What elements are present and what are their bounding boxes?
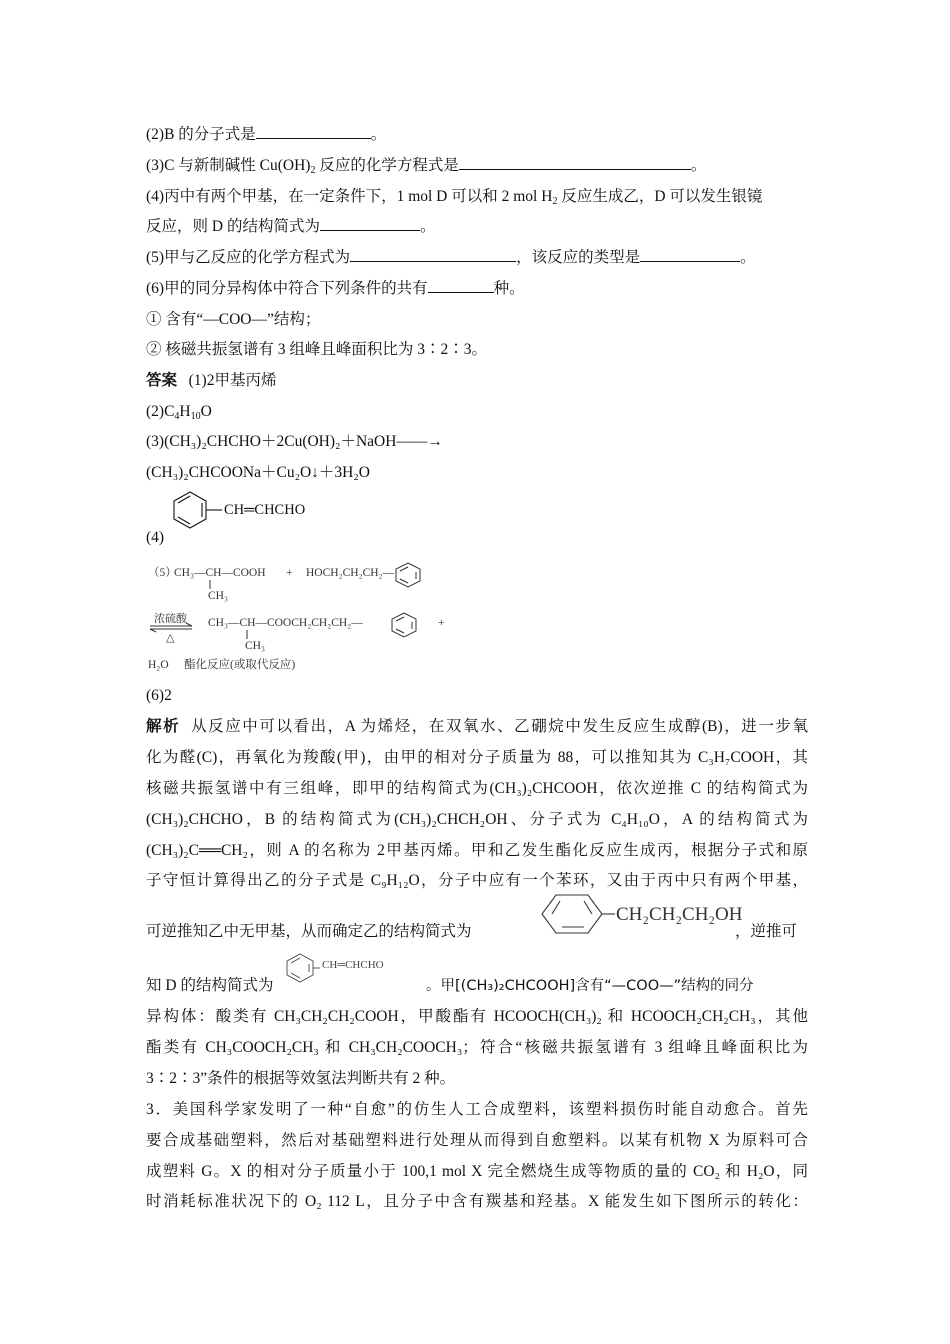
answer-3-line2: (CH₃)₂CHCOONa＋Cu₂O↓＋3H₂O xyxy=(146,464,370,481)
svg-text:△: △ xyxy=(166,632,175,644)
yi-label: CH₂CH₂CH₂OH xyxy=(616,904,742,925)
answer-blank xyxy=(350,247,516,262)
answer-blank xyxy=(256,124,371,139)
analysis-line-1: 解析 从反应中可以看出，A 为烯烃，在双氧水、乙硼烷中发生反应生成醇(B)，进一步氧 xyxy=(146,718,808,735)
question3-line-3: 成塑料 G。X 的相对分子质量小于 100,1 mol X 完全燃烧生成等物质的量的 CO₂ 和 H₂O，同 xyxy=(146,1163,808,1180)
question-4-line2: 反应，则 D 的结构简式为 。 xyxy=(146,218,436,235)
svg-text:浓硫酸: 浓硫酸 xyxy=(154,613,187,625)
analysis-line-9: 异构体：酸类有 CH₃CH₂CH₂COOH，甲酸酯有 HCOOCH(CH₃)₂ 和 HCOOCH₂CH₂CH₃，其他 xyxy=(146,1008,808,1025)
analysis-line-2: 化为醛(C)，再氧化为羧酸(甲)，由甲的相对分子质量为 88，可以推知其为 C₃H₇COOH，其 xyxy=(146,749,808,766)
analysis-line-11: 3∶2∶3”条件的根据等效氢法判断共有 2 种。 xyxy=(146,1070,456,1087)
analysis-line-7-suffix: ，逆推可 xyxy=(735,923,798,940)
struct-label: CH═CHCHO xyxy=(224,502,306,518)
analysis-line-8-suffix: 。甲[(CH₃)₂CHCOOH]含有“—COO—”结构的同分 xyxy=(426,978,754,994)
analysis-line-10: 酯类有 CH₃COOCH₂CH₃ 和 CH₃CH₂COOCH₃；符合“核磁共振氢谱有 3 组峰且峰面积比为 xyxy=(146,1039,808,1056)
answer-4-structure xyxy=(170,490,360,532)
answer-blank xyxy=(428,278,494,293)
question-2: (2)B 的分子式是 。 xyxy=(146,126,387,143)
answer-3-line1: (3)(CH₃)₂CHCHO＋2Cu(OH)₂＋NaOH——→ xyxy=(146,433,443,450)
benzene-ring-icon xyxy=(392,613,416,637)
answer-blank xyxy=(459,155,691,170)
answer-2: $(2)C_4H_{10}O$ xyxy=(146,403,212,422)
question-6: (6)甲的同分异构体中符合下列条件的共有 种。 xyxy=(146,280,525,297)
question-5: (5)甲与乙反应的化学方程式为 ，该反应的类型是 。 xyxy=(146,249,756,266)
question3-line-4: 时消耗标准状况下的 O₂ 112 L，且分子中含有羰基和羟基。X 能发生如下图所示的转化： xyxy=(146,1193,808,1210)
analysis-line-6: 子守恒计算得出乙的分子式是 C₉H₁₂O，分子中应有一个苯环，又由于丙中只有两个甲基， xyxy=(146,872,808,889)
answer-1: 答案 (1)2甲基丙烯 xyxy=(146,372,277,389)
answer-5-equation xyxy=(146,556,466,674)
analysis-label: 解析 xyxy=(146,718,181,735)
benzene-ring-icon xyxy=(287,954,320,982)
d-structure xyxy=(282,948,412,994)
answer-blank xyxy=(320,216,420,231)
question-4-line1: (4)丙中有两个甲基，在一定条件下，1 mol D 可以和 2 mol $H_2$ 反应生成乙，D 可以发生银镜 xyxy=(146,188,763,207)
svg-text:+: + xyxy=(286,567,293,579)
svg-text:CH₃—CH—COOCH₂CH₂CH₂—: CH₃—CH—COOCH₂CH₂CH₂— xyxy=(208,617,363,629)
svg-text:H₂O: H₂O xyxy=(148,659,169,671)
answer-6: (6)2 xyxy=(146,687,172,704)
benzene-ring-icon xyxy=(396,563,420,587)
analysis-line-8-prefix: 知 D 的结构简式为 xyxy=(146,977,274,994)
answer-blank xyxy=(640,247,740,262)
question3-line-2: 要合成基础塑料，然后对基础塑料进行处理从而得到自愈塑料。以某有机物 X 为原料可合 xyxy=(146,1132,808,1149)
condition-2: ② 核磁共振氢谱有 3 组峰且峰面积比为 3∶2∶3。 xyxy=(146,341,488,358)
question3-line-1: 3．美国科学家发明了一种“自愈”的仿生人工合成塑料，该塑料损伤时能自动愈合。首先 xyxy=(146,1101,808,1118)
answer-4-label: (4) xyxy=(146,529,165,546)
answer-label: 答案 xyxy=(146,372,178,389)
analysis-line-7-prefix: 可逆推知乙中无甲基，从而确定乙的结构简式为 xyxy=(146,923,472,940)
analysis-line-4: (CH₃)₂CHCHO，B 的结构简式为(CH₃)₂CHCH₂OH、分子式为 C₄H₁₀O，A 的结构简式为 xyxy=(146,811,808,828)
benzene-ring-icon xyxy=(174,492,222,528)
condition-1: ① 含有“—COO—”结构； xyxy=(146,311,321,328)
analysis-line-5: (CH₃)₂C══CH₂，则 A 的名称为 2甲基丙烯。甲和乙发生酯化反应生成丙，根据分子式和原 xyxy=(146,842,808,859)
svg-text:（5）: （5） xyxy=(148,567,177,579)
svg-text:HOCH₂CH₂CH₂—: HOCH₂CH₂CH₂— xyxy=(306,567,395,579)
svg-text:CH₃: CH₃ xyxy=(245,640,265,652)
svg-text:CH₃—CH—COOH: CH₃—CH—COOH xyxy=(174,567,266,579)
d-label: CH═CHCHO xyxy=(322,959,384,971)
analysis-line-3: 核磁共振氢谱中有三组峰，即甲的结构简式为(CH₃)₂CHCOOH，依次逆推 C 的结构简式为 xyxy=(146,780,808,797)
svg-text:酯化反应(或取代反应): 酯化反应(或取代反应) xyxy=(184,659,296,671)
svg-text:CH₃: CH₃ xyxy=(208,590,228,602)
svg-text:+: + xyxy=(438,617,445,629)
question-3: (3)C 与新制碱性 $Cu(OH)_2$ 反应的化学方程式是 。 xyxy=(146,157,707,176)
yi-structure xyxy=(512,892,742,942)
benzene-ring-icon xyxy=(542,895,615,933)
